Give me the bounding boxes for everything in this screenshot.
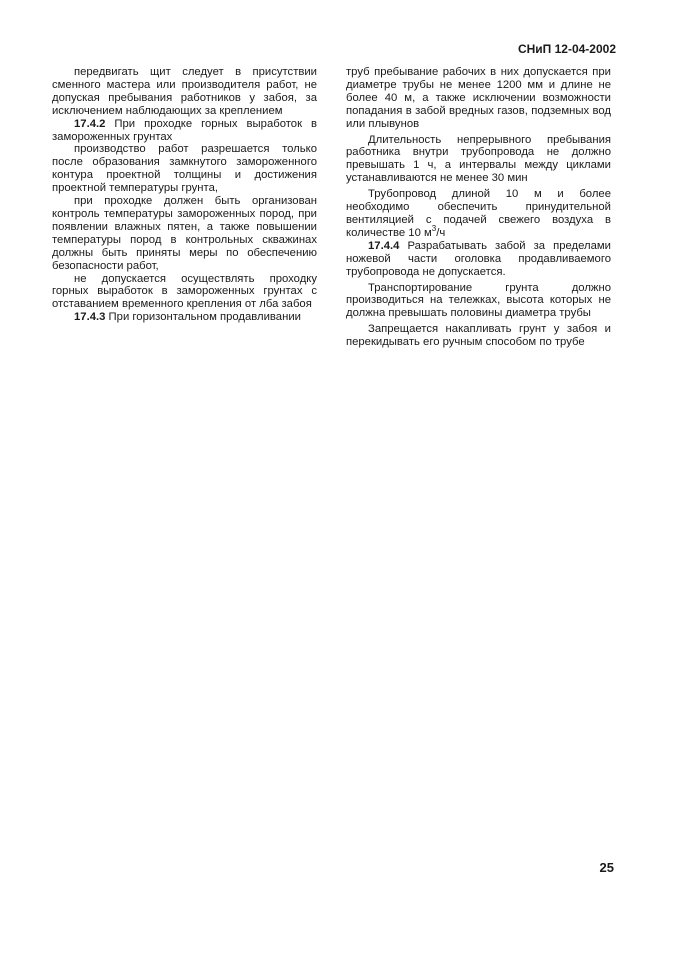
document-code-header: СНиП 12-04-2002 xyxy=(517,42,616,56)
right-text-column xyxy=(346,66,611,349)
section-number: 17.4.3 xyxy=(74,311,106,324)
section-number: 17.4.4 xyxy=(368,239,400,252)
paragraph: передвигать щит следует в присутствии сменного мастера или производителя работ, не допуская пребывания работников у забоя, за исключением наблюдающих за креплением xyxy=(52,66,317,117)
paragraph: Запрещается накапливать грунт у забоя и перекидывать его ручным способом по трубе xyxy=(346,323,611,349)
section-17-4-4 xyxy=(346,240,611,279)
section-text: При проходке горных выработок в замороженных грунтах xyxy=(52,117,317,143)
section-text: При горизонтальном продавливании xyxy=(105,311,301,324)
section-text: Разрабатывать забой за пределами ножевой части оголовка продавливаемого трубопровода не допускается. xyxy=(346,239,611,278)
paragraph: не допускается осуществлять проходку горных выработок в замороженных грунтах с отставанием временного крепления от лба забоя xyxy=(52,272,317,311)
page-number: 25 xyxy=(599,860,614,875)
paragraph: производство работ разрешается только после образования замкнутого замороженного контура проектной толщины и достижения проектной температуры грунта, xyxy=(52,143,317,195)
left-text-column xyxy=(52,66,317,324)
section-17-4-2 xyxy=(52,118,317,144)
unit-tail: /ч xyxy=(436,226,446,239)
paragraph: при проходке должен быть организован контроль температуры замороженных пород, при появлении влажных пятен, а также повышении температуры пород в контрольных скважинах должны быть приняты меры по обеспечению безопасности работ, xyxy=(52,195,317,272)
superscript: 3 xyxy=(431,224,437,234)
paragraph: труб пребывание рабочих в них допускается при диаметре трубы не менее 1200 мм и длине не более 40 м, а также исключении возможности попадания в забой вредных газов, подземных вод или плывунов xyxy=(346,66,611,130)
section-17-4-3 xyxy=(52,311,317,324)
paragraph: Длительность непрерывного пребывания работника внутри трубопровода не должно превышать 1 ч, а интервалы между циклами устанавливаются не менее 30 мин xyxy=(346,133,611,185)
paragraph xyxy=(346,188,611,240)
paragraph: Транспортирование грунта должно производиться на тележках, высота которых не должна превышать половины диаметра трубы xyxy=(346,281,611,320)
paragraph-text: Трубопровод длиной 10 м и более необходимо обеспечить принудительной вентиляцией с подачей свежего воздуха в количестве 10 м xyxy=(346,188,611,239)
section-number: 17.4.2 xyxy=(74,117,106,130)
